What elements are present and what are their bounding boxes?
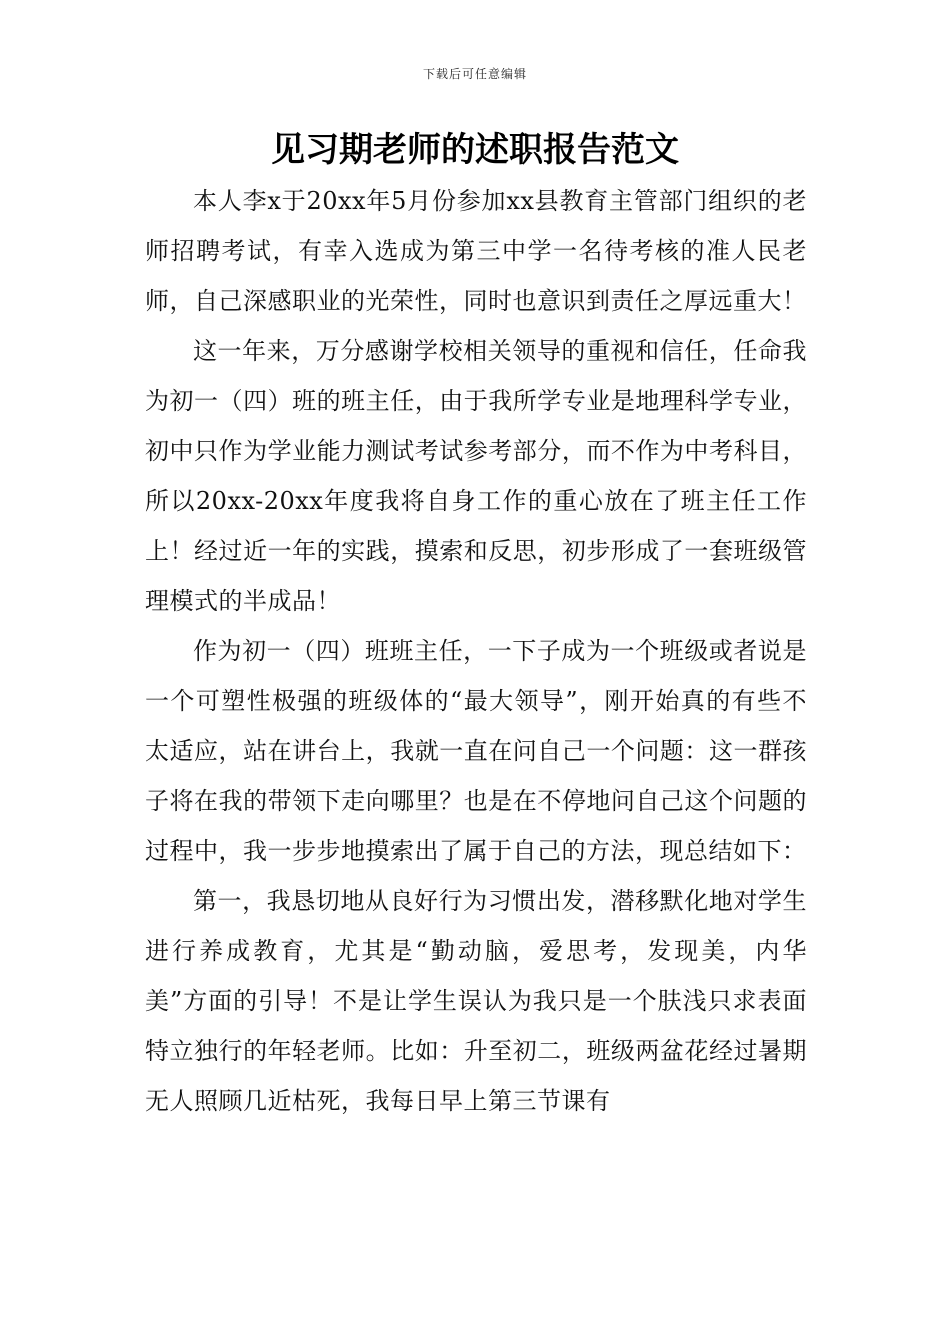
document-title: 见习期老师的述职报告范文 (271, 130, 679, 170)
paragraph-4: 第一，我恳切地从良好行为习惯出发，潜移默化地对学生进行养成教育，尤其是“勤动脑，爱思考，发现美，内华美”方面的引导！不是让学生误认为我只是一个肤浅只求表面特立独行的年轻老师。比如：升至初二，班级两盆花经过暑期无人照顾几近枯死，我每日早上第三节课有 (145, 887, 807, 1115)
paragraph-3: 作为初一（四）班班主任，一下子成为一个班级或者说是一个可塑性极强的班级体的“最大领导”，刚开始真的有些不太适应，站在讲台上，我就一直在问自己一个问题：这一群孩子将在我的带领下走向哪里？也是在不停地问自己这个问题的过程中，我一步步地摸索出了属于自己的方法，现总结如下： (145, 637, 807, 865)
paragraph-1: 本人李x于20xx年5月份参加xx县教育主管部门组织的老师招聘考试，有幸入选成为第三中学一名待考核的准人民老师，自己深感职业的光荣性，同时也意识到责任之厚远重大！ (145, 187, 807, 315)
document-body (145, 176, 807, 1126)
header-note: 下载后可任意编辑 (422, 67, 527, 81)
paragraph-2: 这一年来，万分感谢学校相关领导的重视和信任，任命我为初一（四）班的班主任，由于我所学专业是地理科学专业，初中只作为学业能力测试考试参考部分，而不作为中考科目，所以20xx-20xx年度我将自身工作的重心放在了班主任工作上！经过近一年的实践，摸索和反思，初步形成了一套班级管理模式的半成品！ (145, 337, 807, 615)
